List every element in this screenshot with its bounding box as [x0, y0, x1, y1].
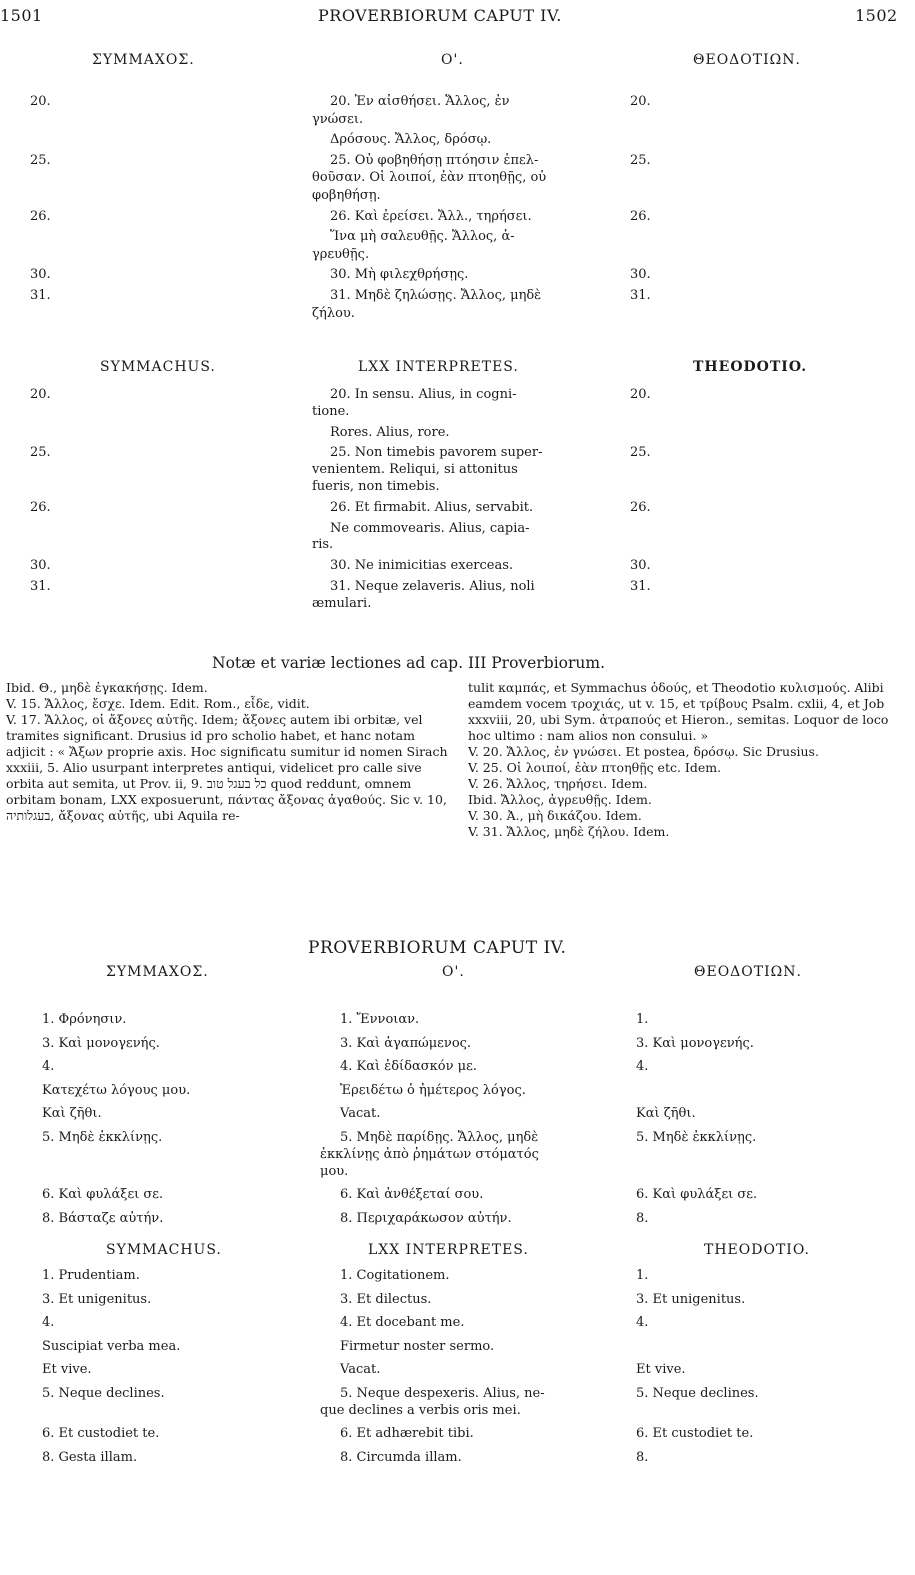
symmachus-reading: 8. Βάσταζε αὐτήν.	[42, 1210, 164, 1226]
verse-number-left: 30.	[30, 267, 51, 283]
theodotion-reading: 8.	[636, 1449, 649, 1465]
verse-line: Ne commovearis. Alius, capia-	[330, 520, 530, 536]
symmachus-reading: 3. Et unigenitus.	[42, 1291, 152, 1307]
lxx-reading: 4. Et docebant me.	[340, 1315, 465, 1330]
verse-number-right: 30.	[630, 267, 651, 283]
greek-head-theodotion: ΘΕΟΔΟΤΙΩΝ.	[693, 52, 801, 68]
verse-number-left: 26.	[30, 499, 51, 515]
lxx-reading: Ἐρειδέτω ὁ ἡμέτερος λόγος.	[340, 1082, 526, 1098]
verse-line: Rores. Alius, rore.	[330, 424, 450, 440]
verse-number-left: 30.	[30, 558, 51, 574]
lxx-reading: 3. Καὶ ἀγαπώμενος.	[340, 1035, 472, 1051]
theodotion-reading: 8.	[636, 1210, 649, 1226]
latin-head-symmachus: SYMMACHUS.	[100, 359, 216, 375]
verse-line: 25. Non timebis pavorem super-	[330, 445, 543, 461]
lxx-reading: que declines a verbis oris mei.	[320, 1402, 521, 1418]
right-page-number: 1502	[855, 6, 898, 25]
verse-line: 30. Ne inimicitias exerceas.	[330, 558, 514, 574]
verse-number-left: 25.	[30, 152, 51, 168]
cap4-greek-head-lxx: Ο'.	[442, 964, 465, 980]
verse-line: 25. Οὐ φοβηθήσῃ πτόησιν ἐπελ-	[330, 152, 539, 168]
symmachus-reading: 4.	[42, 1315, 55, 1330]
lxx-reading: 4. Καὶ ἐδίδασκόν με.	[340, 1059, 477, 1074]
note-paragraph: V. 31. Ἄλλος, μηδὲ ζήλου. Idem.	[468, 824, 670, 839]
symmachus-reading: Καὶ ζῆθι.	[42, 1106, 102, 1121]
lxx-reading: Vacat.	[340, 1362, 381, 1377]
verse-line: 20. Ἐν αἰσθήσει. Ἄλλος, ἐν	[330, 94, 510, 109]
verse-number-right: 20.	[630, 387, 651, 402]
verse-number-left: 31.	[30, 579, 51, 594]
theodotion-reading: 4.	[636, 1059, 649, 1074]
symmachus-reading: 8. Gesta illam.	[42, 1449, 138, 1465]
verse-number-right: 30.	[630, 558, 651, 574]
symmachus-reading: 5. Neque declines.	[42, 1385, 165, 1401]
lxx-reading: 3. Et dilectus.	[340, 1291, 432, 1307]
verse-number-left: 26.	[30, 208, 51, 224]
theodotion-reading: 5. Neque declines.	[636, 1385, 759, 1401]
lxx-reading: 5. Neque despexeris. Alius, ne-	[340, 1385, 545, 1401]
theodotion-reading: 5. Μηδὲ ἐκκλίνῃς.	[636, 1129, 757, 1145]
lxx-reading: μου.	[320, 1163, 349, 1179]
lxx-reading: ἐκκλίνῃς ἀπὸ ῥημάτων στόματός	[320, 1146, 539, 1162]
lxx-reading: 6. Et adhærebit tibi.	[340, 1426, 474, 1441]
note-paragraph: V. 20. Ἄλλος, ἐν γνώσει. Et postea, δρόσῳ. Sic Drusius.	[468, 744, 819, 759]
symmachus-reading: Et vive.	[42, 1362, 92, 1377]
lxx-reading: 8. Περιχαράκωσον αὐτήν.	[340, 1210, 512, 1226]
symmachus-reading: 6. Et custodiet te.	[42, 1426, 160, 1441]
symmachus-reading: Suscipiat verba mea.	[42, 1338, 181, 1354]
verse-line: θοῦσαν. Οἱ λοιποί, ἐὰν πτοηθῇς, οὐ	[312, 170, 547, 186]
verse-line: 31. Μηδὲ ζηλώσῃς. Ἄλλος, μηδὲ	[330, 288, 542, 303]
verse-number-right: 20.	[630, 94, 651, 109]
cap4-greek-head-theodotion: ΘΕΟΔΟΤΙΩΝ.	[694, 964, 802, 980]
verse-number-right: 31.	[630, 288, 651, 303]
verse-number-right: 31.	[630, 579, 651, 594]
note-paragraph: V. 30. Ἀ., μὴ δικάζου. Idem.	[468, 808, 642, 823]
symmachus-reading: 1. Prudentiam.	[42, 1268, 140, 1283]
left-page-number: 1501	[0, 6, 43, 25]
verse-number-left: 20.	[30, 387, 51, 402]
symmachus-reading: 4.	[42, 1059, 55, 1074]
note-paragraph: tulit καμπάς, et Symmachus ὁδούς, et Theodotio κυλισμούς. Alibi eamdem vocem τροχιάς, ut v. 15, et τρίβους Psalm. cxlii, 4, et Job xxxviii, 20, ubi Sym. ἀτραπούς et Hieron., semitas. Loquor de loco hoc ultimo : nam alios non consului. »	[468, 680, 889, 743]
theodotion-reading: 1.	[636, 1012, 649, 1027]
cap4-title: PROVERBIORUM CAPUT IV.	[308, 938, 567, 958]
lxx-reading: 8. Circumda illam.	[340, 1449, 462, 1465]
verse-number-right: 25.	[630, 445, 651, 461]
verse-line: 30. Μὴ φιλεχθρήσῃς.	[330, 267, 469, 283]
symmachus-reading: 3. Καὶ μονογενής.	[42, 1035, 160, 1051]
verse-number-right: 26.	[630, 499, 651, 515]
greek-head-symmachus: ΣΥΜΜΑΧΟΣ.	[92, 52, 195, 68]
greek-head-lxx: Ο'.	[441, 52, 464, 68]
verse-line: ζήλου.	[312, 305, 355, 321]
verse-line: æmulari.	[312, 595, 372, 611]
cap4-greek-head-symmachus: ΣΥΜΜΑΧΟΣ.	[106, 964, 209, 980]
notes-heading: Notæ et variæ lectiones ad cap. III Proverbiorum.	[212, 654, 605, 672]
verse-line: φοβηθήσῃ.	[312, 188, 381, 203]
verse-line: ris.	[312, 537, 334, 553]
theodotion-reading: 6. Et custodiet te.	[636, 1426, 754, 1441]
lxx-reading: 6. Καὶ ἀνθέξεταί σου.	[340, 1187, 484, 1202]
verse-number-right: 26.	[630, 208, 651, 224]
theodotion-reading: 1.	[636, 1268, 649, 1283]
verse-line: 31. Neque zelaveris. Alius, noli	[330, 579, 535, 594]
notes-left-column	[6, 680, 452, 824]
verse-number-left: 20.	[30, 94, 51, 109]
note-paragraph: Ibid. Θ., μηδὲ ἐγκακήσῃς. Idem.	[6, 680, 208, 695]
verse-line: γρευθῇς.	[312, 246, 370, 262]
symmachus-reading: 1. Φρόνησιν.	[42, 1012, 127, 1027]
theodotion-reading: 3. Et unigenitus.	[636, 1291, 746, 1307]
note-paragraph: V. 25. Οἱ λοιποί, ἐὰν πτοηθῇς etc. Idem.	[468, 760, 722, 775]
lxx-reading: Firmetur noster sermo.	[340, 1338, 495, 1354]
verse-line: γνώσει.	[312, 111, 364, 127]
verse-line: 20. In sensu. Alius, in cogni-	[330, 387, 517, 402]
theodotion-reading: 3. Καὶ μονογενής.	[636, 1035, 754, 1051]
symmachus-reading: Κατεχέτω λόγους μου.	[42, 1082, 191, 1098]
theodotion-reading: 4.	[636, 1315, 649, 1330]
cap4-latin-head-theodotio: THEODOTIO.	[704, 1242, 810, 1258]
symmachus-reading: 6. Καὶ φυλάξει σε.	[42, 1187, 164, 1202]
lxx-reading: Vacat.	[340, 1106, 381, 1121]
verse-number-left: 31.	[30, 288, 51, 303]
lxx-reading: 1. Cogitationem.	[340, 1268, 450, 1283]
verse-number-right: 25.	[630, 152, 651, 168]
latin-head-lxx: LXX INTERPRETES.	[358, 359, 519, 375]
verse-line: Δρόσους. Ἄλλος, δρόσῳ.	[330, 132, 492, 148]
note-paragraph: V. 26. Ἄλλος, τηρήσει. Idem.	[468, 776, 648, 791]
theodotion-reading: 6. Καὶ φυλάξει σε.	[636, 1187, 758, 1202]
verse-line: 26. Et firmabit. Alius, servabit.	[330, 499, 534, 515]
verse-line: 26. Καὶ ἐρείσει. Ἄλλ., τηρήσει.	[330, 208, 532, 224]
verse-line: fueris, non timebis.	[312, 479, 440, 494]
verse-number-left: 25.	[30, 445, 51, 461]
lxx-reading: 5. Μηδὲ παρίδῃς. Ἄλλος, μηδὲ	[340, 1129, 539, 1145]
lxx-reading: 1. Ἔννοιαν.	[340, 1012, 420, 1027]
cap4-latin-head-lxx: LXX INTERPRETES.	[368, 1242, 529, 1258]
cap4-latin-head-symmachus: SYMMACHUS.	[106, 1242, 222, 1258]
running-title: PROVERBIORUM CAPUT IV.	[318, 6, 562, 25]
verse-line: Ἵνα μὴ σαλευθῇς. Ἄλλος, ἀ-	[330, 229, 515, 245]
verse-line: venientem. Reliqui, si attonitus	[312, 462, 518, 478]
note-paragraph: V. 15. Ἄλλος, ἔσχε. Idem. Edit. Rom., εἶδε, vidit.	[6, 696, 310, 711]
note-paragraph: Ibid. Ἄλλος, ἀγρευθῇς. Idem.	[468, 792, 652, 807]
latin-head-theodotio: THEODOTIO.	[693, 359, 808, 375]
note-paragraph: V. 17. Ἄλλος, οἱ ἄξονες αὐτῆς. Idem; ἄξονες autem ibi orbitæ, vel tramites significant. Drusius id pro scholio habet, et hanc notam adjicit : « Ἄξων proprie axis. Hoc significatu sumitur id nomen Sirach xxxiii, 5. Alio usurpant interpretes antiqui, videlicet pro calle sive orbita aut semita, ut Prov. ii, 9. כל בעגל טוב quod reddunt, omnem orbitam bonam, LXX exposuerunt, πάντας ἄξονας ἀγαθούς. Sic v. 10, בעגלותיה, ἄξονας αὐτῆς, ubi Aquila re-	[6, 712, 448, 823]
symmachus-reading: 5. Μηδὲ ἐκκλίνῃς.	[42, 1129, 163, 1145]
verse-line: tione.	[312, 403, 350, 419]
theodotion-reading: Καὶ ζῆθι.	[636, 1106, 696, 1121]
theodotion-reading: Et vive.	[636, 1362, 686, 1377]
notes-right-column	[468, 680, 896, 840]
